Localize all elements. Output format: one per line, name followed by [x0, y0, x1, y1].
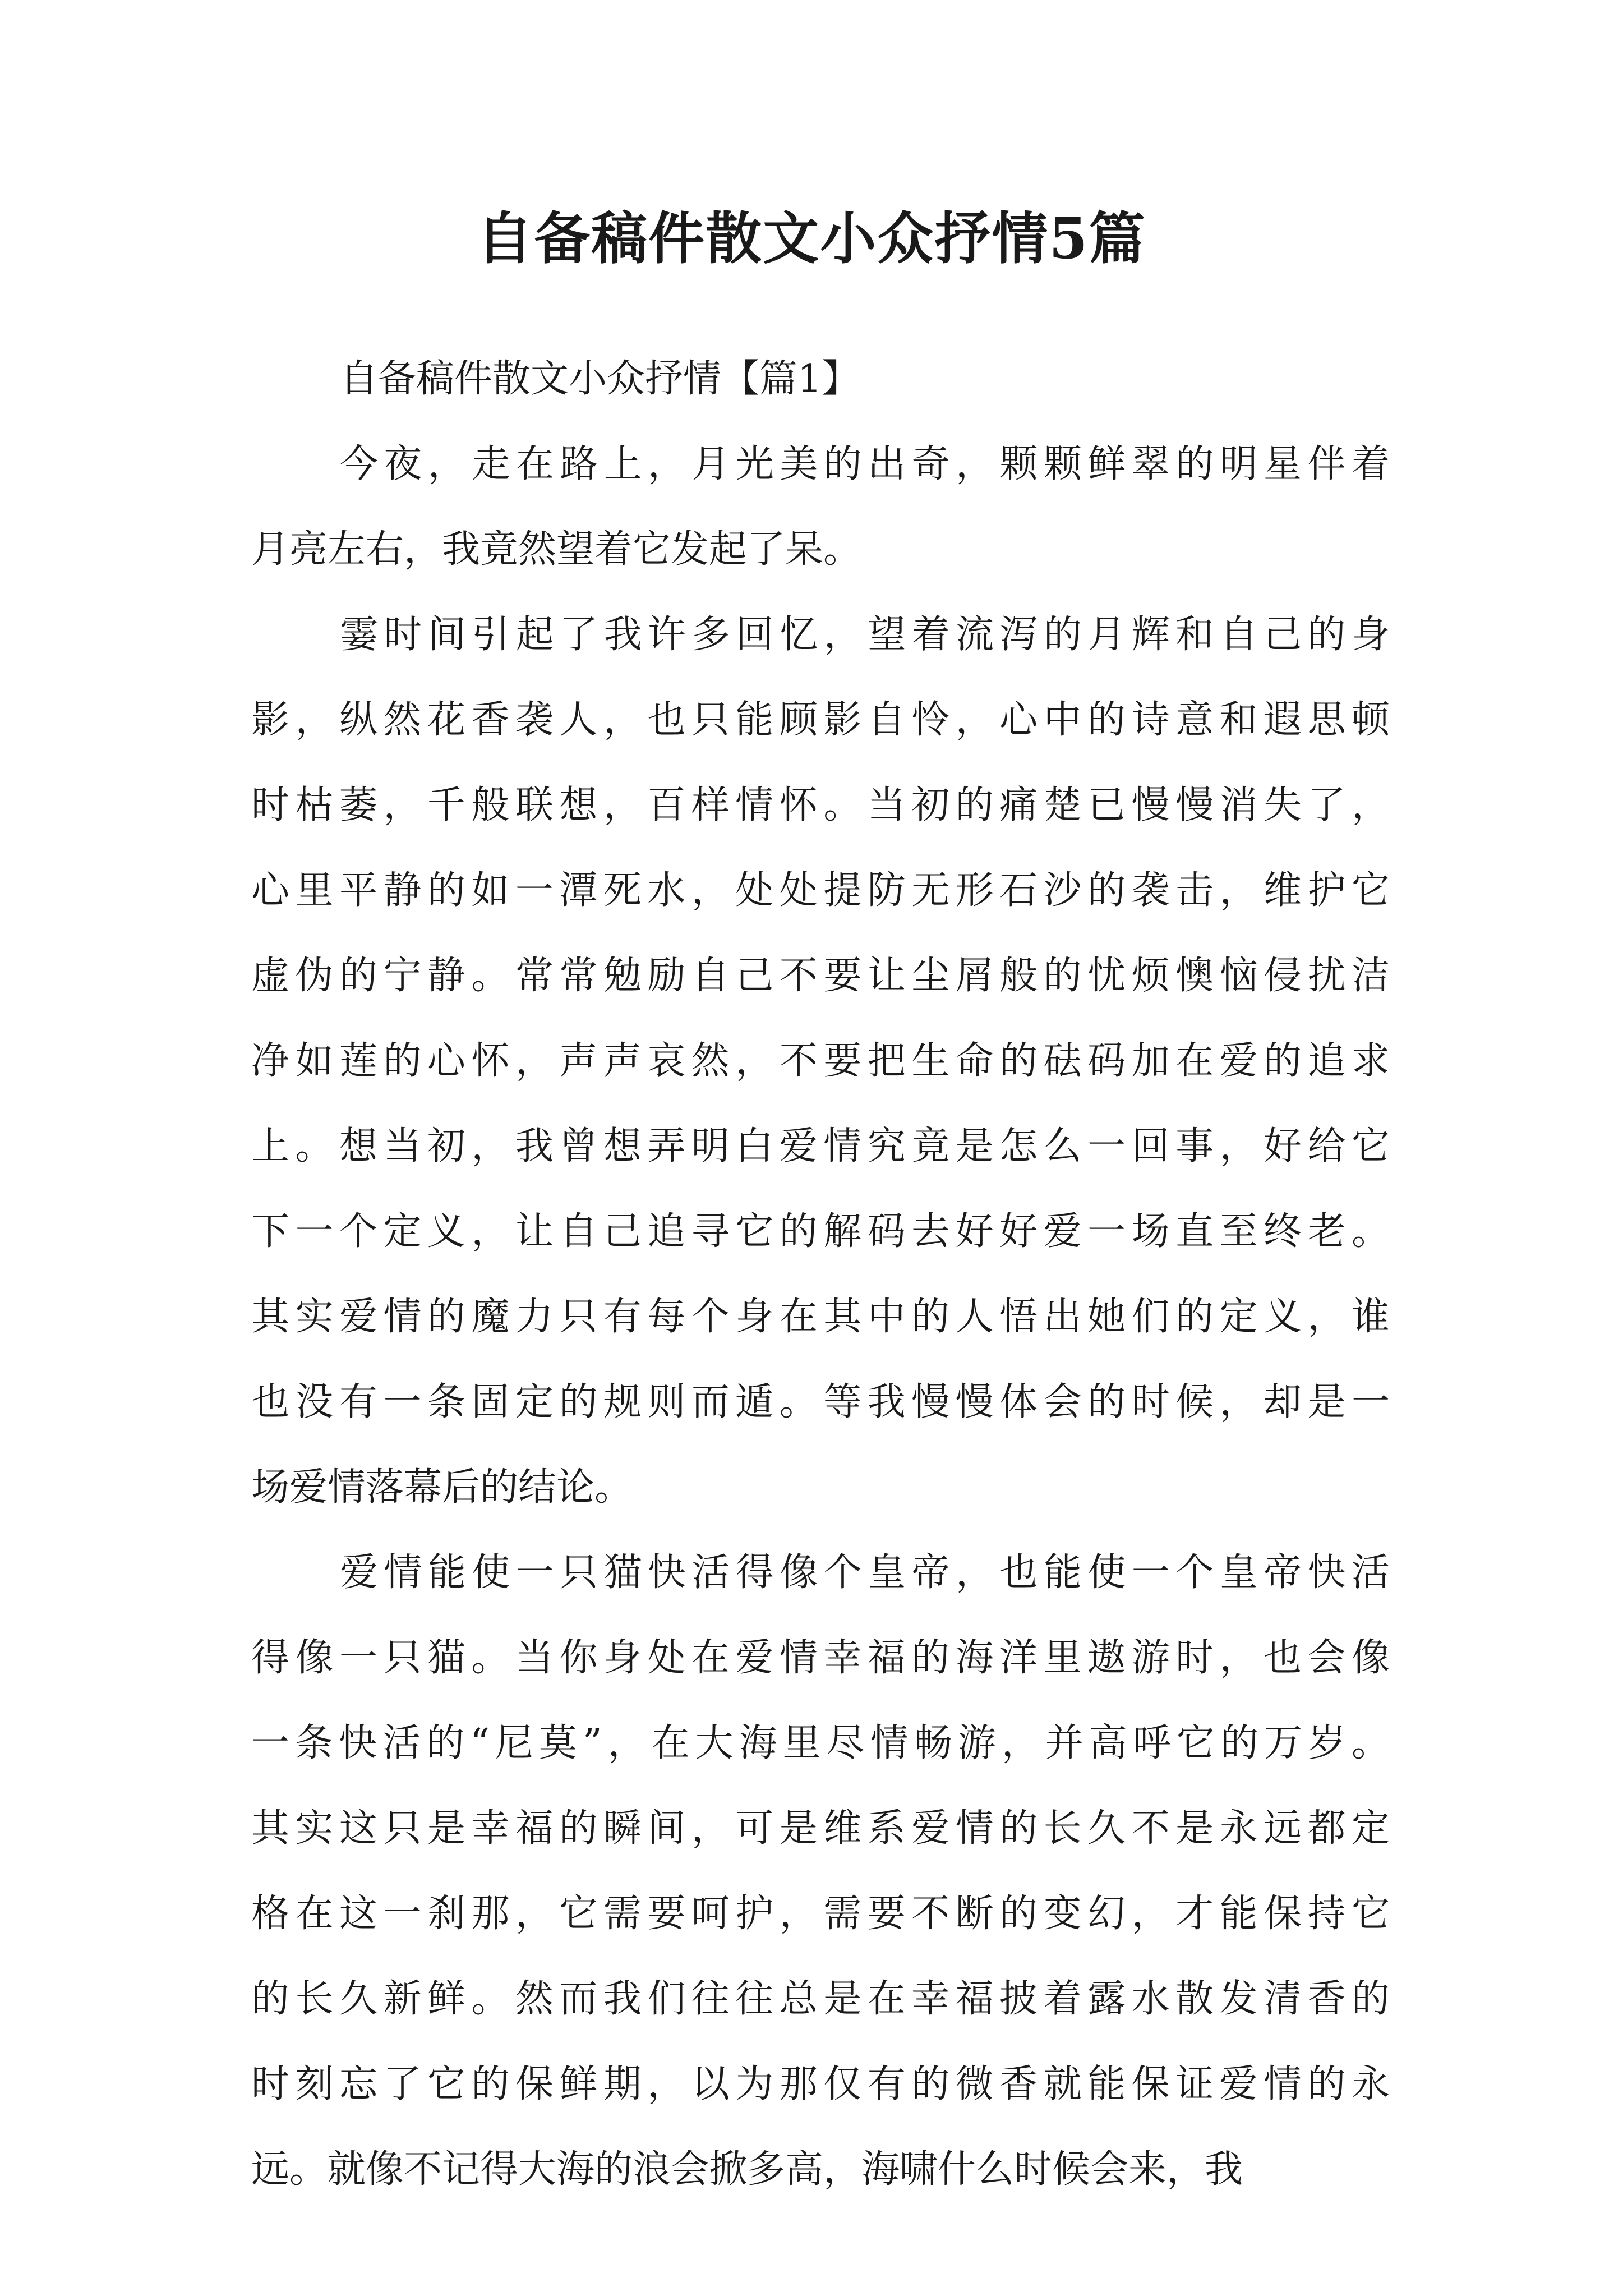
paragraph-3-line-5: 格在这一刹那，它需要呵护，需要不断的变幻，才能保持它 — [251, 1892, 1390, 1936]
paragraph-2-line-1: 霎时间引起了我许多回忆，望着流泻的月辉和自己的身 — [340, 613, 1390, 657]
document-body — [251, 337, 1390, 2212]
paragraph-2-line-6: 净如莲的心怀，声声哀然，不要把生命的砝码加在爱的追求 — [251, 1039, 1390, 1083]
paragraph-2-line-9: 其实爱情的魔力只有每个身在其中的人悟出她们的定义，谁 — [251, 1295, 1390, 1339]
document-title: 自备稿件散文小众抒情5篇 — [477, 205, 1146, 272]
section-heading: 自备稿件散文小众抒情【篇1】 — [340, 357, 860, 401]
paragraph-3-line-7: 时刻忘了它的保鲜期，以为那仅有的微香就能保证爱情的永 — [251, 2062, 1390, 2106]
paragraph-2-line-7: 上。想当初，我曾想弄明白爱情究竟是怎么一回事，好给它 — [251, 1124, 1390, 1168]
paragraph-1-line-2: 月亮左右，我竟然望着它发起了呆。 — [251, 527, 862, 572]
paragraph-2-line-3: 时枯萎，千般联想，百样情怀。当初的痛楚已慢慢消失了， — [251, 783, 1390, 827]
paragraph-1-line-1: 今夜，走在路上，月光美的出奇，颗颗鲜翠的明星伴着 — [340, 442, 1390, 486]
paragraph-2-line-8: 下一个定义，让自己追寻它的解码去好好爱一场直至终老。 — [251, 1209, 1390, 1254]
paragraph-3-line-3: 一条快活的“尼莫”，在大海里尽情畅游，并高呼它的万岁。 — [251, 1721, 1390, 1765]
paragraph-2-line-4: 心里平静的如一潭死水，处处提防无形石沙的袭击，维护它 — [251, 868, 1390, 913]
paragraph-3-line-1: 爱情能使一只猫快活得像个皇帝，也能使一个皇帝快活 — [340, 1550, 1390, 1595]
paragraph-3-line-8: 远。就像不记得大海的浪会掀多高，海啸什么时候会来，我 — [251, 2147, 1243, 2192]
paragraph-2-line-11: 场爱情落幕后的结论。 — [251, 1465, 633, 1510]
paragraph-3-line-2: 得像一只猫。当你身处在爱情幸福的海洋里遨游时，也会像 — [251, 1636, 1390, 1680]
paragraph-2-line-10: 也没有一条固定的规则而遁。等我慢慢体会的时候，却是一 — [251, 1380, 1390, 1424]
paragraph-2-line-2: 影，纵然花香袭人，也只能顾影自怜，心中的诗意和遐思顿 — [251, 698, 1390, 742]
paragraph-3-line-4: 其实这只是幸福的瞬间，可是维系爱情的长久不是永远都定 — [251, 1806, 1390, 1851]
paragraph-2-line-5: 虚伪的宁静。常常勉励自己不要让尘屑般的忧烦懊恼侵扰洁 — [251, 954, 1390, 998]
paragraph-3-line-6: 的长久新鲜。然而我们往往总是在幸福披着露水散发清香的 — [251, 1977, 1390, 2021]
